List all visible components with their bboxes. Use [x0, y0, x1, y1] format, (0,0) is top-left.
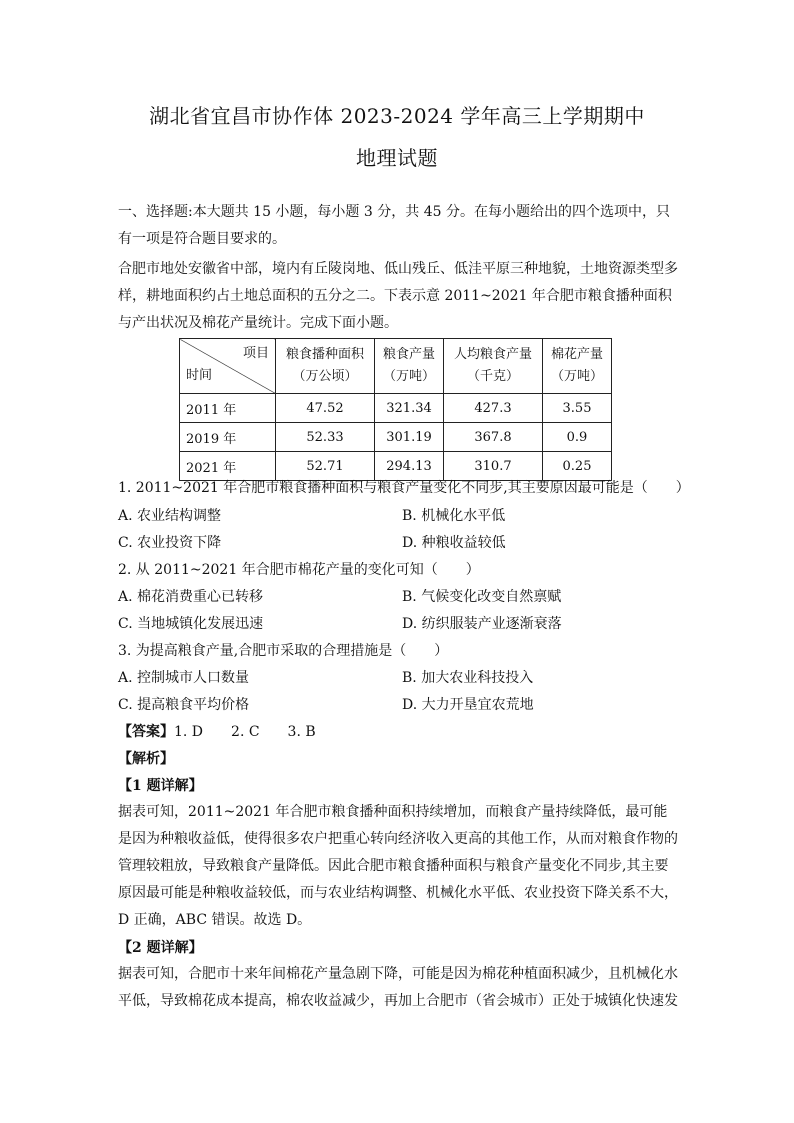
table-cell: 3.55	[543, 394, 612, 423]
column-header: 粮食产量 （万吨）	[375, 339, 444, 394]
table-cell: 52.33	[276, 423, 375, 452]
detail-2-text: 据表可知，合肥市十来年间棉花产量急剧下降，可能是因为棉花种植面积减少，且机械化水平低，导致棉花成本提高，棉农收益减少，再加上合肥市（省会城市）正处于城镇化快速发	[118, 966, 678, 1009]
row-year: 2019 年	[180, 423, 276, 452]
section-intro: 一、选择题:本大题共 15 小题，每小题 3 分，共 45 分。在每小题给出的四个选项中，只有一项是符合题目要求的。	[118, 204, 670, 247]
table-corner-cell	[180, 339, 276, 394]
table-cell: 321.34	[375, 394, 444, 423]
column-header: 人均粮食产量 （千克）	[444, 339, 543, 394]
table-cell: 0.9	[543, 423, 612, 452]
analysis-label: 【解析】	[118, 751, 174, 767]
document-subtitle: 地理试题	[356, 146, 438, 170]
detail-1-label: 【1 题详解】	[118, 778, 203, 794]
table-cell: 47.52	[276, 394, 375, 423]
table-row	[180, 452, 612, 481]
answer-text: 1. D 2. C 3. B	[174, 724, 316, 740]
question-3-option-d: D. 大力开垦宜农荒地	[402, 697, 534, 713]
answer-line	[118, 722, 316, 742]
question-2-option-d: D. 纺织服装产业逐渐衰落	[402, 616, 562, 632]
question-2-stem: 2. 从 2011~2021 年合肥市棉花产量的变化可知（ ）	[118, 562, 480, 578]
row-year: 2021 年	[180, 452, 276, 481]
detail-2-label: 【2 题详解】	[118, 940, 203, 956]
data-table	[179, 338, 612, 481]
question-1-stem: 1. 2011~2021 年合肥市粮食播种面积与粮食产量变化不同步,其主要原因最可能是（ ）	[118, 480, 690, 496]
corner-top-label: 项目	[242, 346, 269, 361]
question-2-option-b: B. 气候变化改变自然禀赋	[402, 589, 562, 605]
table-cell: 427.3	[444, 394, 543, 423]
question-1-option-b: B. 机械化水平低	[402, 508, 506, 524]
table-cell: 294.13	[375, 452, 444, 481]
passage: 合肥市地处安徽省中部，境内有丘陵岗地、低山残丘、低洼平原三种地貌，土地资源类型多样，耕地面积约占土地总面积的五分之二。下表示意 2011~2021 年合肥市粮食播种面积与产出状况及棉花产量统计。完成下面小题。	[118, 261, 678, 331]
question-3-option-c: C. 提高粮食平均价格	[118, 697, 250, 713]
question-1-option-d: D. 种粮收益较低	[402, 535, 506, 551]
question-2-option-a: A. 棉花消费重心已转移	[118, 589, 264, 605]
row-year: 2011 年	[180, 394, 276, 423]
question-3-option-a: A. 控制城市人口数量	[118, 670, 250, 686]
table-cell: 367.8	[444, 423, 543, 452]
table-row	[180, 394, 612, 423]
question-1-option-a: A. 农业结构调整	[118, 508, 222, 524]
table-cell: 310.7	[444, 452, 543, 481]
table-row	[180, 423, 612, 452]
table-cell: 301.19	[375, 423, 444, 452]
document-title: 湖北省宜昌市协作体 2023-2024 学年高三上学期期中	[149, 104, 645, 128]
column-header: 棉花产量 （万吨）	[543, 339, 612, 394]
question-2-option-c: C. 当地城镇化发展迅速	[118, 616, 264, 632]
answer-label: 【答案】	[118, 724, 174, 740]
table-cell: 52.71	[276, 452, 375, 481]
column-header: 粮食播种面积 （万公顷）	[276, 339, 375, 394]
table-cell: 0.25	[543, 452, 612, 481]
corner-bottom-label: 时间	[186, 368, 213, 383]
question-1-option-c: C. 农业投资下降	[118, 535, 222, 551]
question-3-option-b: B. 加大农业科技投入	[402, 670, 534, 686]
detail-1-text: 据表可知，2011~2021 年合肥市粮食播种面积持续增加，而粮食产量持续降低，最可能是因为种粮收益低，使得很多农户把重心转向经济收入更高的其他工作，从而对粮食作物的管理较粗放，导致粮食产量降低。因此合肥市粮食播种面积与粮食产量变化不同步,其主要原因最可能是种粮收益较低，而与农业结构调整、机械化水平低、农业投资下降关系不大，D 正确，ABC 错误。故选 D。	[118, 804, 678, 928]
question-3-stem: 3. 为提高粮食产量,合肥市采取的合理措施是（ ）	[118, 643, 449, 659]
table-header-row	[180, 339, 612, 394]
